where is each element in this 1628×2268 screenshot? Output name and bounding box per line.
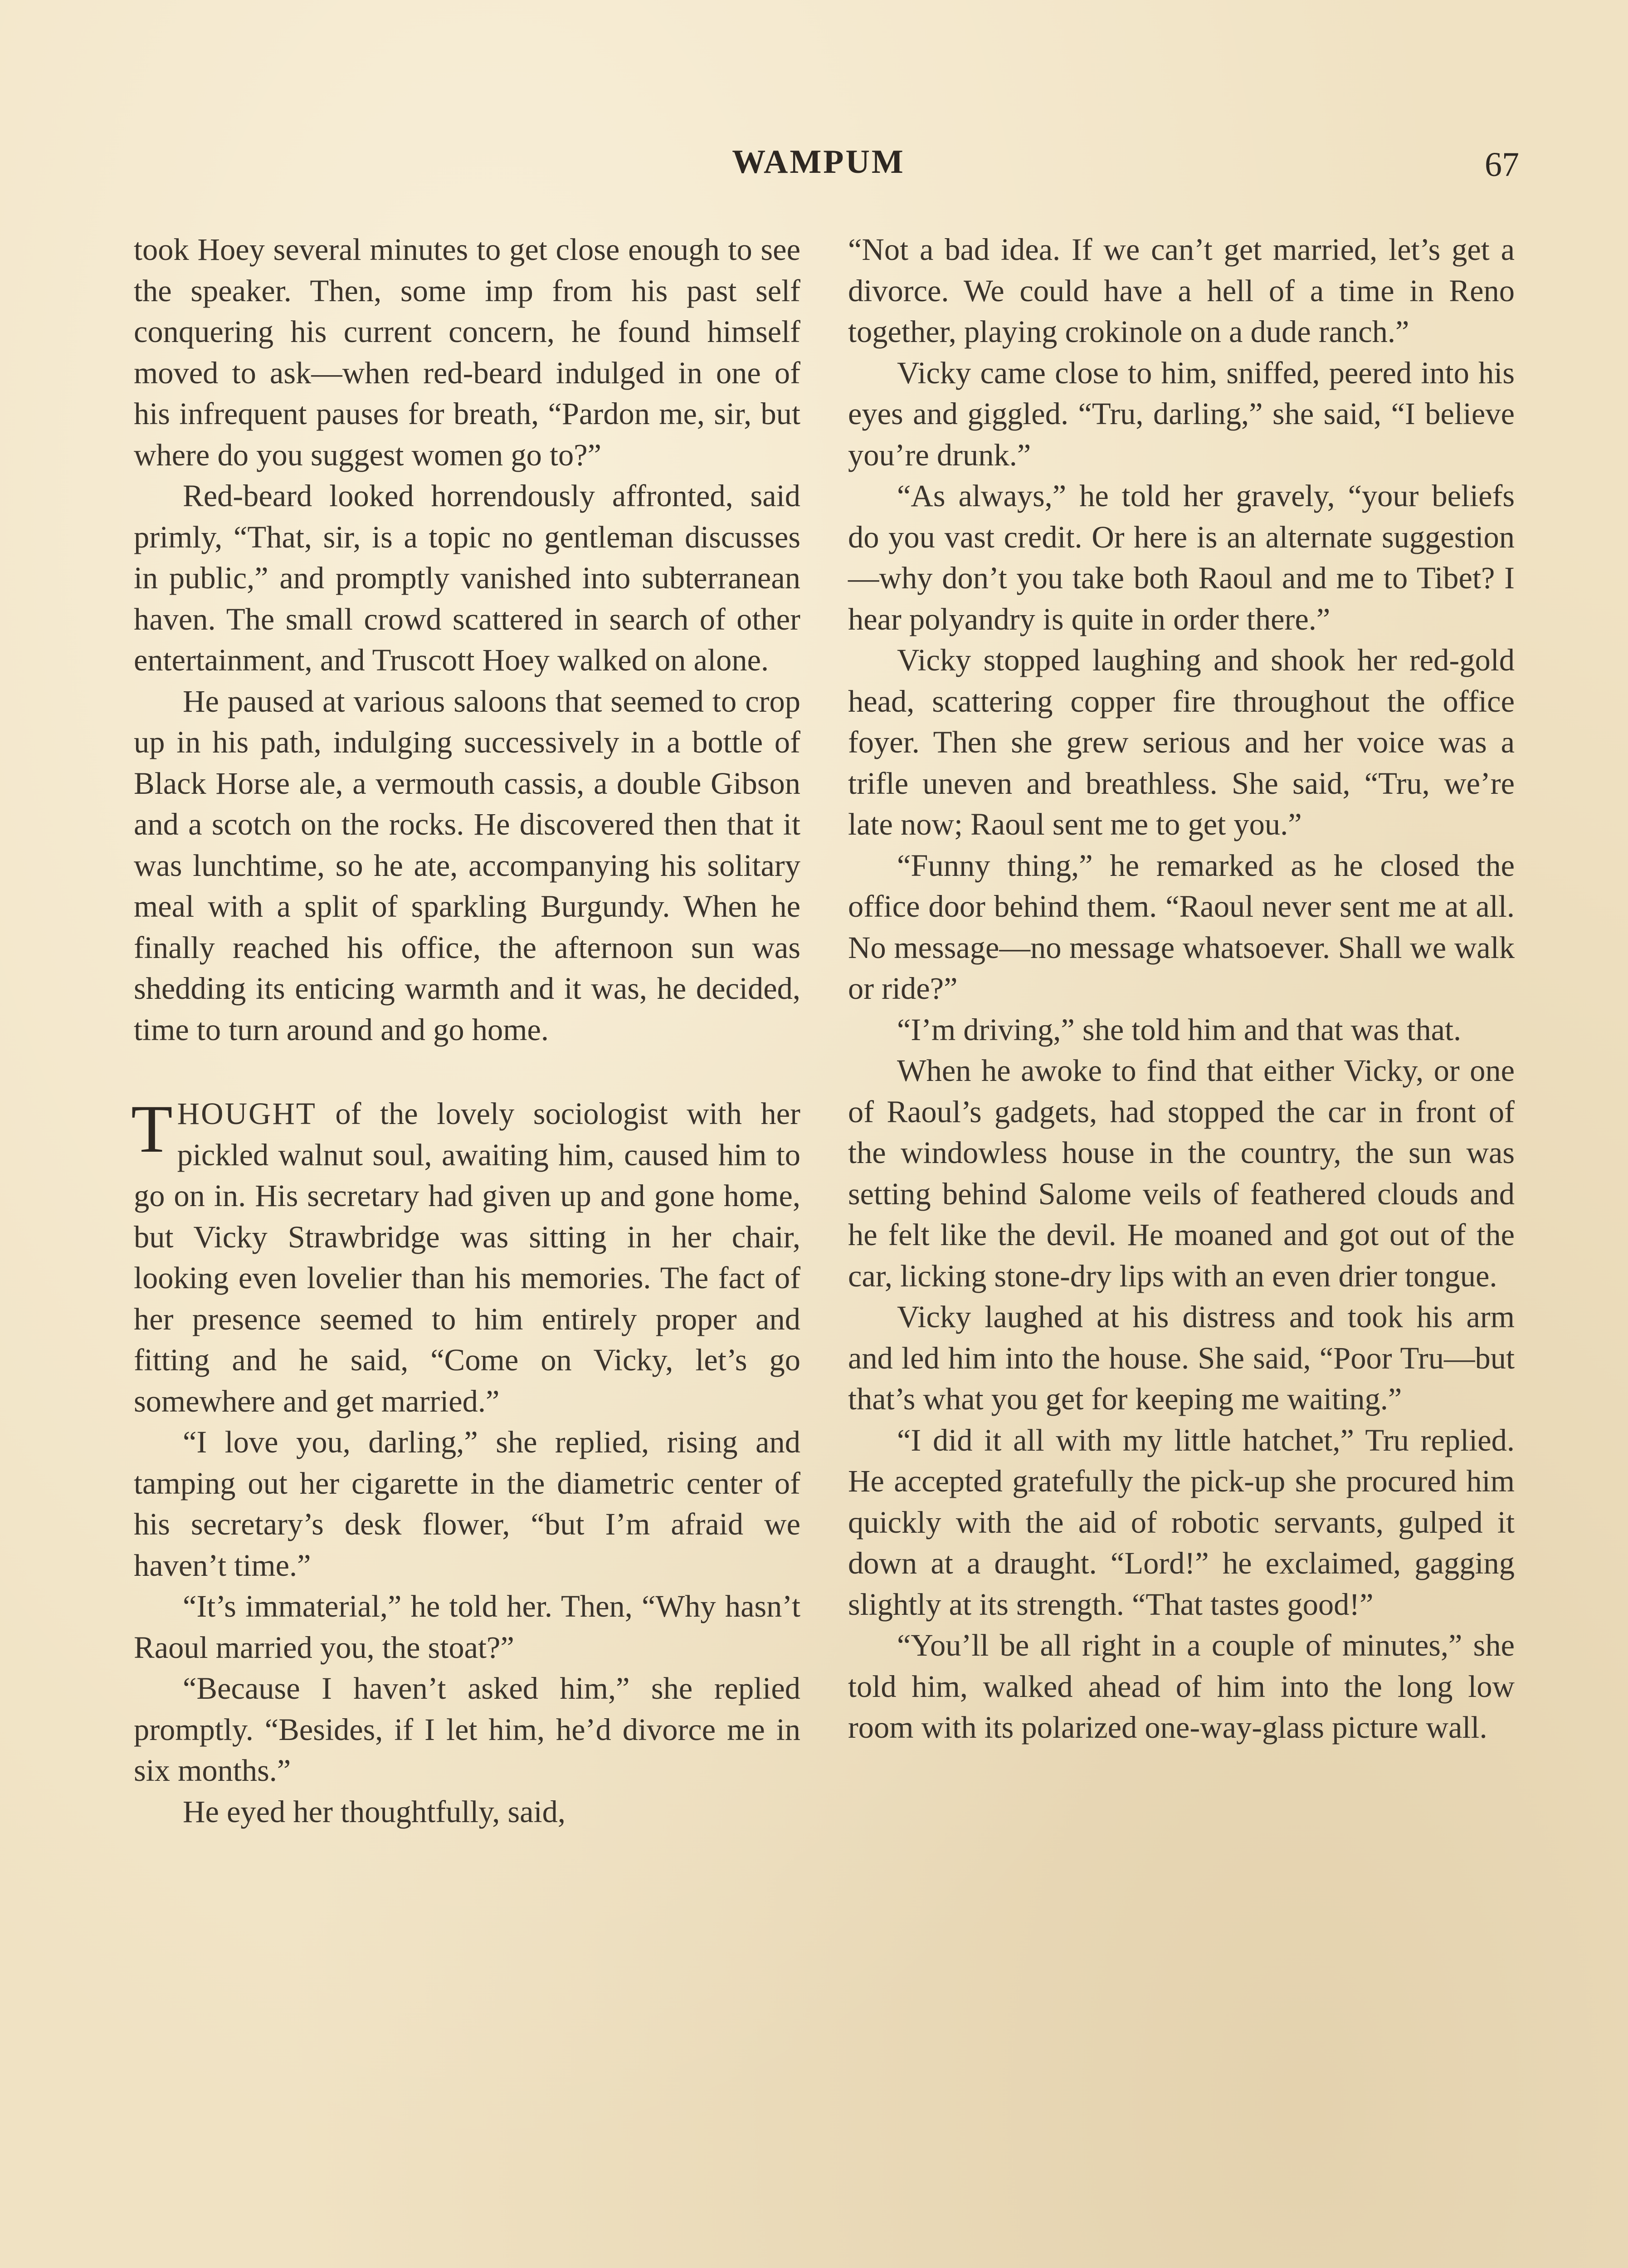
paragraph: “You’ll be all right in a couple of minutes,” she told him, walked ahead of him into the long low room with its polarized one-way-glass picture wall. xyxy=(848,1628,1515,1745)
lead-in-word: HOUGHT xyxy=(177,1096,317,1131)
paragraph: “As always,” he told her gravely, “your beliefs do you vast credit. Or here is an alternate suggestion—why don’t you take both Raoul and me to Tibet? I hear polyandry is quite in order there.” xyxy=(848,479,1515,636)
paragraph: Vicky laughed at his distress and took his arm and led him into the house. She said, “Poor Tru—but that’s what you get for keeping me waiting.” xyxy=(848,1300,1515,1416)
paragraph: “I’m driving,” she told him and that was that. xyxy=(897,1012,1462,1047)
section-break xyxy=(134,1050,800,1093)
page-number: 67 xyxy=(1485,146,1519,184)
paragraph: “Because I haven’t asked him,” she replied promptly. “Besides, if I let him, he’d divorce me in six months.” xyxy=(134,1671,800,1788)
paragraph: He eyed her thoughtfully, said, xyxy=(183,1794,565,1829)
paragraph-text: of the lovely sociologist with her pickled walnut soul, awaiting him, caused him to go on in. His secretary had given up and gone home, but Vicky Strawbridge was sitting in her chair, looking even lovelier than his memories. The fact of her presence seemed to him entirely proper and fitting and he said, “Come on Vicky, let’s go somewhere and get married.” xyxy=(134,1096,800,1418)
paragraph: He paused at various saloons that seemed to crop up in his path, indulging successively in a bottle of Black Horse ale, a vermouth cassis, a double Gibson and a scotch on the rocks. He discovered then that it was lunchtime, so he ate, accompanying his solitary meal with a split of sparkling Burgundy. When he finally reached his office, the afternoon sun was shedding its enticing warmth and it was, he decided, time to turn around and go home. xyxy=(134,684,800,1047)
paragraph: “I love you, darling,” she replied, rising and tamping out her cigarette in the diametric center of his secretary’s desk flower, “but I’m afraid we haven’t time.” xyxy=(134,1425,800,1583)
paragraph: Vicky stopped laughing and shook her red-gold head, scattering copper fire throughout the office foyer. Then she grew serious and her voice was a trifle uneven and breathless. She said, “Tru, we’re late now; Raoul sent me to get you.” xyxy=(848,643,1515,841)
paragraph: “It’s immaterial,” he told her. Then, “Why hasn’t Raoul married you, the stoat?” xyxy=(134,1589,800,1665)
paragraph: “Funny thing,” he remarked as he closed the office door behind them. “Raoul never sent me at all. No message—no message whatsoever. Shall we walk or ride?” xyxy=(848,848,1515,1006)
drop-cap: T xyxy=(131,1091,173,1167)
paragraph: “I did it all with my little hatchet,” Tru replied. He accepted gratefully the pick-up she procured him quickly with the aid of robotic servants, gulped it down at a draught. “Lord!” he exclaimed, gagging slightly at its strength. “That tastes good!” xyxy=(848,1422,1515,1622)
paragraph: Vicky came close to him, sniffed, peered into his eyes and giggled. “Tru, darling,” she said, “I believe you’re drunk.” xyxy=(848,355,1515,472)
left-text-column xyxy=(131,229,800,1832)
paragraph: took Hoey several minutes to get close enough to see the speaker. Then, some imp from his past self conquering his current concern, he found himself moved to ask—when red-beard indulged in one of his infrequent pauses for breath, “Pardon me, sir, but where do you suggest women go to?” xyxy=(134,232,800,472)
paragraph-with-dropcap xyxy=(131,1091,800,1422)
right-text-column xyxy=(848,229,1515,1748)
paragraph: Red-beard looked horrendously affronted, said primly, “That, sir, is a topic no gentleman discusses in public,” and promptly vanished into subterranean haven. The small crowd scattered in search of other entertainment, and Truscott Hoey walked on alone. xyxy=(134,479,800,677)
paragraph: When he awoke to find that either Vicky, or one of Raoul’s gadgets, had stopped the car in front of the windowless house in the country, the sun was setting behind Salome veils of feathered clouds and he felt like the devil. He moaned and got out of the car, licking stone-dry lips with an even drier tongue. xyxy=(848,1053,1515,1293)
paragraph: “Not a bad idea. If we can’t get married, let’s get a divorce. We could have a hell of a time in Reno together, playing crokinole on a dude ranch.” xyxy=(848,232,1515,349)
running-header-title: WAMPUM xyxy=(732,143,905,181)
